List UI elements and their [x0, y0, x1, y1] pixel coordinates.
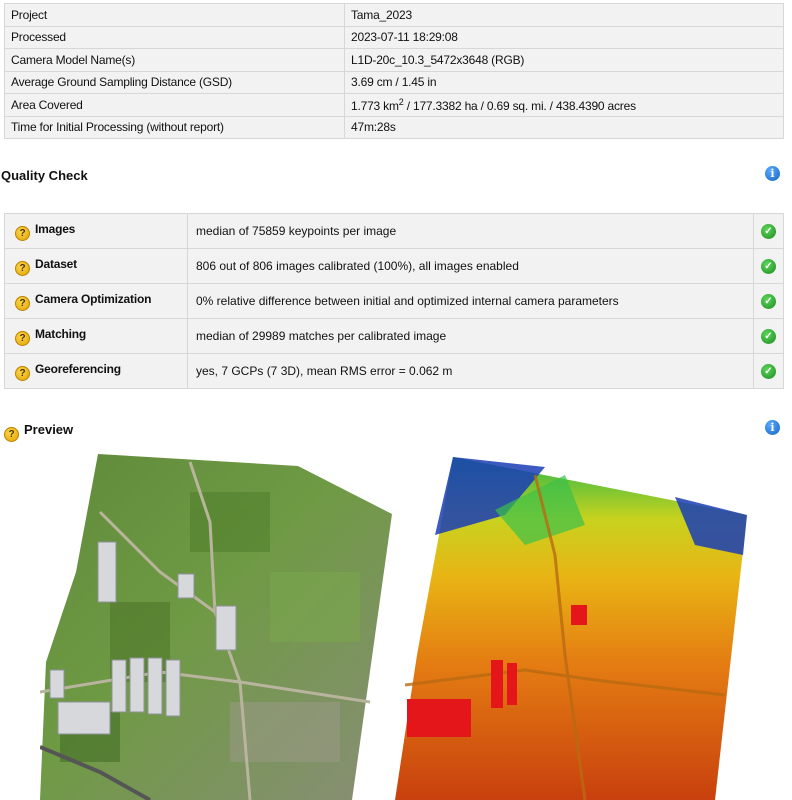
- summary-label: Project: [5, 4, 345, 27]
- area-superscript: 2: [398, 96, 404, 107]
- summary-label: Area Covered: [5, 94, 345, 117]
- quality-row: [5, 214, 784, 249]
- summary-label: Camera Model Name(s): [5, 49, 345, 72]
- check-icon: ✓: [761, 329, 776, 344]
- quality-row: [5, 284, 784, 319]
- project-summary-table: [4, 3, 784, 139]
- summary-row: [5, 26, 784, 49]
- summary-label: Processed: [5, 26, 345, 49]
- quality-value: median of 29989 matches per calibrated image: [188, 319, 754, 354]
- summary-row: [5, 116, 784, 139]
- summary-value: L1D-20c_10.3_5472x3648 (RGB): [345, 49, 784, 72]
- check-icon: ✓: [761, 294, 776, 309]
- quality-check-table: [4, 213, 784, 389]
- question-icon[interactable]: ?: [15, 296, 30, 311]
- quality-check-title: Quality Check: [1, 168, 88, 183]
- quality-name: Dataset: [35, 256, 77, 271]
- quality-value: 806 out of 806 images calibrated (100%), all images enabled: [188, 249, 754, 284]
- orthomosaic-preview: [40, 452, 395, 800]
- summary-value: 47m:28s: [345, 116, 784, 139]
- info-icon[interactable]: i: [765, 166, 780, 181]
- quality-row: [5, 319, 784, 354]
- quality-value: 0% relative difference between initial and optimized internal camera parameters: [188, 284, 754, 319]
- summary-row: [5, 4, 784, 27]
- summary-row: [5, 94, 784, 117]
- question-icon[interactable]: ?: [15, 226, 30, 241]
- summary-value: 3.69 cm / 1.45 in: [345, 71, 784, 94]
- dsm-preview: [395, 455, 751, 800]
- summary-value: 2023-07-11 18:29:08: [345, 26, 784, 49]
- quality-row: [5, 249, 784, 284]
- summary-row: [5, 49, 784, 72]
- quality-value: median of 75859 keypoints per image: [188, 214, 754, 249]
- preview-title-text: Preview: [24, 422, 74, 437]
- quality-name: Camera Optimization: [35, 291, 152, 306]
- check-icon: ✓: [761, 224, 776, 239]
- question-icon[interactable]: ?: [15, 366, 30, 381]
- quality-row: [5, 354, 784, 389]
- summary-value: [345, 94, 784, 117]
- area-km: 1.773 km: [351, 98, 399, 113]
- summary-value: Tama_2023: [345, 4, 784, 27]
- summary-label: Average Ground Sampling Distance (GSD): [5, 71, 345, 94]
- quality-name: Images: [35, 221, 76, 236]
- summary-row: [5, 71, 784, 94]
- question-icon[interactable]: ?: [4, 427, 19, 442]
- preview-title: [4, 422, 73, 442]
- summary-label: Time for Initial Processing (without report): [5, 116, 345, 139]
- quality-name: Georeferencing: [35, 361, 121, 376]
- quality-value: yes, 7 GCPs (7 3D), mean RMS error = 0.062 m: [188, 354, 754, 389]
- question-icon[interactable]: ?: [15, 331, 30, 346]
- area-rest: / 177.3382 ha / 0.69 sq. mi. / 438.4390 acres: [403, 98, 636, 113]
- info-icon[interactable]: i: [765, 420, 780, 435]
- question-icon[interactable]: ?: [15, 261, 30, 276]
- quality-name: Matching: [35, 326, 87, 341]
- check-icon: ✓: [761, 259, 776, 274]
- check-icon: ✓: [761, 364, 776, 379]
